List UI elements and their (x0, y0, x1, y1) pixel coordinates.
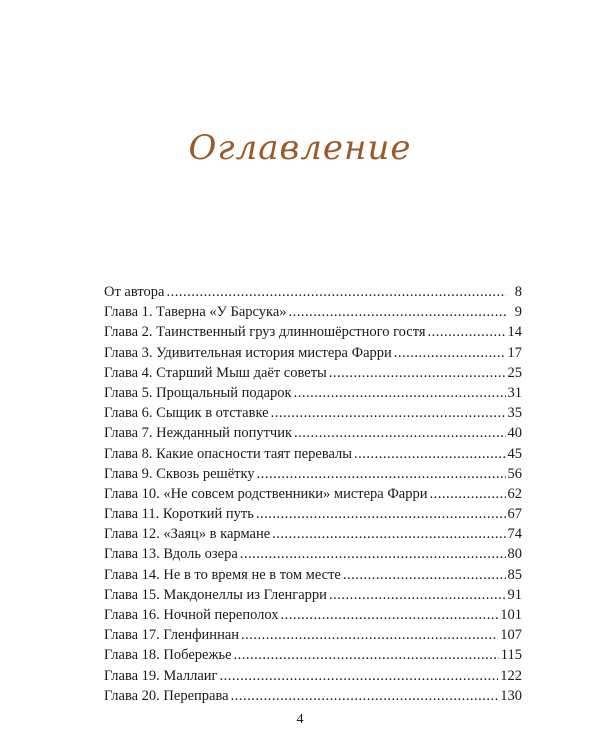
toc-entry-title: Глава 14. Не в то время не в том месте (104, 566, 341, 583)
toc-entry-page: 74 (507, 526, 522, 543)
toc-entry-title: Глава 5. Прощальный подарок (104, 384, 292, 401)
toc-entry-title: Глава 17. Гленфиннан (104, 627, 240, 644)
toc-entry (104, 343, 522, 363)
dot-leader (256, 504, 506, 524)
toc-heading: Оглавление (188, 128, 412, 168)
toc-entry (104, 524, 522, 544)
toc-entry-page: 67 (507, 506, 522, 523)
toc-entry-title: От автора (104, 284, 165, 300)
toc-entry-page: 35 (507, 405, 522, 422)
toc-entry-title: Глава 1. Таверна «У Барсука» (104, 304, 287, 321)
toc-entry-page: 91 (507, 586, 522, 603)
toc-entry (104, 322, 522, 342)
toc-entry-title: Глава 13. Вдоль озера (104, 546, 238, 563)
toc-entry (104, 666, 522, 686)
toc-entry-title: Глава 4. Старший Мыш даёт советы (104, 364, 327, 381)
toc-entry-page: 45 (507, 445, 522, 462)
toc-entry-page: 80 (507, 546, 522, 563)
toc-entry (104, 544, 522, 564)
toc-entry-page: 17 (507, 344, 522, 361)
dot-leader (272, 524, 505, 544)
toc-entry-page: 9 (514, 304, 522, 321)
toc-entry-title: Глава 16. Ночной переполох (104, 607, 279, 623)
dot-leader (289, 302, 506, 322)
toc-entry-title: Глава 6. Сыщик в отставке (104, 405, 269, 422)
dot-leader (231, 686, 499, 706)
toc-entry (104, 423, 522, 443)
toc-entry-page: 130 (500, 687, 522, 704)
toc-entry (104, 645, 522, 665)
page-number: 4 (296, 712, 304, 727)
toc-entry-page: 101 (500, 607, 522, 623)
dot-leader (271, 403, 506, 423)
toc-entry-title: Глава 7. Нежданный попутчик (104, 425, 293, 442)
toc-entry-page: 14 (507, 324, 522, 341)
toc-entry-title: Глава 15. Макдонеллы из Гленгарри (104, 586, 327, 603)
toc-entry-title: Глава 20. Переправа (104, 687, 229, 704)
toc-entry-title: Глава 11. Короткий путь (104, 506, 254, 523)
toc-entry-page: 62 (507, 485, 522, 502)
toc-entry (104, 686, 522, 706)
toc-entry (104, 444, 522, 464)
toc-entry-title: Глава 19. Маллаиг (104, 667, 218, 684)
toc-entry-page: 31 (507, 384, 522, 401)
toc-entry-page: 107 (500, 627, 522, 644)
toc-entry-title: Глава 2. Таинственный груз длинношёрстного гостя (104, 324, 426, 341)
toc-entry (104, 565, 522, 585)
toc-entry (104, 585, 522, 605)
toc-entry (104, 302, 522, 322)
toc-entry (104, 383, 522, 403)
toc-entry (104, 484, 522, 504)
dot-leader (240, 544, 506, 564)
toc-entry-page: 40 (507, 425, 522, 442)
dot-leader (428, 322, 506, 342)
toc-entry-page: 115 (500, 647, 522, 664)
dot-leader (329, 585, 506, 605)
toc-entry-title: Глава 8. Какие опасности таят перевалы (104, 445, 353, 462)
dot-leader (394, 343, 506, 363)
toc-entry-title: Глава 3. Удивительная история мистера Фарри (104, 344, 392, 361)
toc-entry-page: 25 (507, 364, 522, 381)
dot-leader (220, 666, 499, 686)
dot-leader (343, 565, 506, 585)
toc-entry (104, 605, 522, 625)
toc-entry-page: 85 (507, 566, 522, 583)
toc-entry (104, 464, 522, 484)
dot-leader (166, 282, 506, 302)
dot-leader (294, 383, 506, 403)
toc-entry-page: 122 (500, 667, 522, 684)
toc-entry (104, 625, 522, 645)
dot-leader (329, 363, 506, 383)
toc-entry-title: Глава 10. «Не совсем родственники» мистера Фарри (104, 485, 428, 502)
dot-leader (241, 625, 498, 645)
toc-list (104, 282, 522, 706)
dot-leader (257, 464, 506, 484)
toc-entry-title: Глава 18. Побережье (104, 647, 232, 664)
dot-leader (281, 605, 499, 625)
dot-leader (294, 423, 505, 443)
toc-entry-title: Глава 12. «Заяц» в кармане (104, 526, 271, 543)
dot-leader (430, 484, 506, 504)
toc-entry (104, 282, 522, 302)
toc-entry-page: 8 (514, 284, 522, 300)
dot-leader (234, 645, 499, 665)
toc-entry (104, 363, 522, 383)
toc-entry-page: 56 (507, 465, 522, 482)
toc-entry-title: Глава 9. Сквозь решётку (104, 465, 255, 482)
toc-entry (104, 504, 522, 524)
dot-leader (354, 444, 505, 464)
toc-entry (104, 403, 522, 423)
